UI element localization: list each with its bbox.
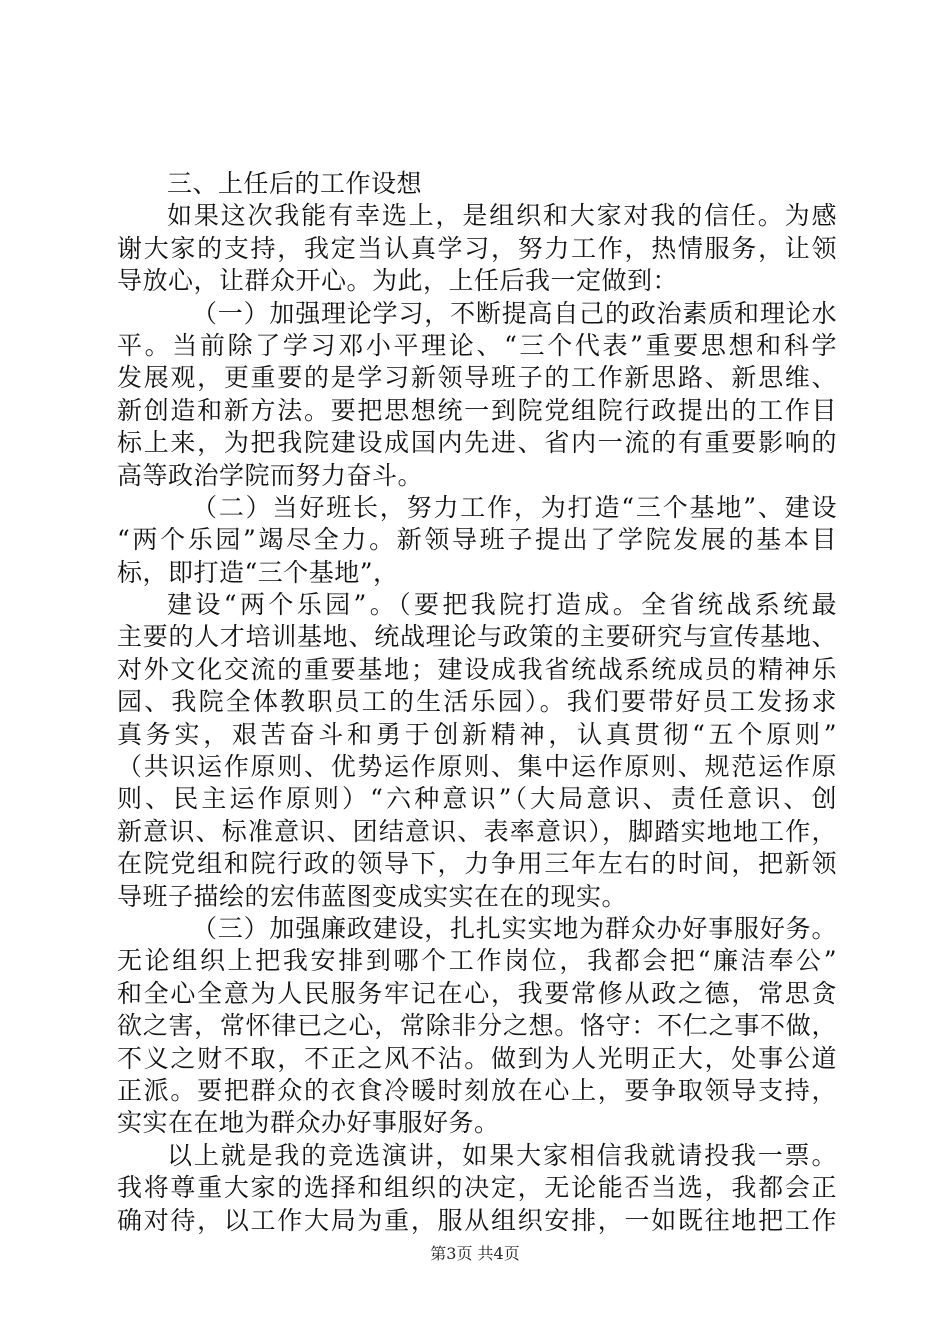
- paragraph-line: 如果这次我能有幸选上，是组织和大家对我的信任。为感: [167, 201, 837, 231]
- paragraph-line: 发展观，更重要的是学习新领导班子的工作新思路、新思维、: [117, 363, 837, 393]
- paragraph-line: 则、民主运作原则）“六种意识”（大局意识、责任意识、创: [117, 784, 837, 814]
- paragraph-line: 导班子描绘的宏伟蓝图变成实实在在的现实。: [117, 881, 628, 911]
- paragraph-line: 不义之财不取，不正之风不沾。做到为人光明正大，处事公道: [117, 1043, 837, 1073]
- paragraph-line: 园、我院全体教职员工的生活乐园）。我们要带好员工发扬求: [117, 687, 837, 717]
- paragraph-line: 新意识、标准意识、团结意识、表率意识），脚踏实地地工作，: [117, 816, 837, 846]
- paragraph-line: 平。当前除了学习邓小平理论、“三个代表”重要思想和科学: [117, 330, 837, 360]
- paragraph-line: 欲之害，常怀律已之心，常除非分之想。恪守：不仁之事不做，: [117, 1011, 837, 1041]
- paragraph-line: 导放心，让群众开心。为此，上任后我一定做到：: [117, 266, 679, 296]
- paragraph-line: 真务实，艰苦奋斗和勇于创新精神，认真贯彻“五个原则”: [117, 719, 837, 749]
- paragraph-line: 主要的人才培训基地、统战理论与政策的主要研究与宣传基地、: [117, 622, 837, 652]
- paragraph-line: 谢大家的支持，我定当认真学习，努力工作，热情服务，让领: [117, 233, 837, 263]
- paragraph-line: 新创造和新方法。要把思想统一到院党组院行政提出的工作目: [117, 395, 837, 425]
- paragraph-line: 标，即打造“三个基地”，: [117, 557, 399, 587]
- paragraph-line: 正派。要把群众的衣食冷暖时刻放在心上，要争取领导支持，: [117, 1075, 837, 1105]
- paragraph-line: “两个乐园”竭尽全力。新领导班子提出了学院发展的基本目: [117, 525, 837, 555]
- paragraph-line: 无论组织上把我安排到哪个工作岗位，我都会把“廉洁奉公”: [117, 946, 837, 976]
- paragraph-line: 以上就是我的竞选演讲，如果大家相信我就请投我一票。: [167, 1140, 837, 1170]
- document-body: [117, 168, 837, 1237]
- paragraph-line: 标上来，为把我院建设成国内先进、省内一流的有重要影响的: [117, 428, 837, 458]
- paragraph-line: （一）加强理论学习，不断提高自己的政治素质和理论水: [192, 298, 837, 328]
- page-number-footer: 第3页 共4页: [430, 1244, 520, 1263]
- paragraph-line: 高等政治学院而努力奋斗。: [117, 460, 424, 490]
- paragraph-line: 实实在在地为群众办好事服好务。: [117, 1108, 500, 1138]
- paragraph-line: 对外文化交流的重要基地；建设成我省统战系统成员的精神乐: [117, 654, 837, 684]
- paragraph-line: 在院党组和院行政的领导下，力争用三年左右的时间，把新领: [117, 849, 837, 879]
- paragraph-line: 我将尊重大家的选择和组织的决定，无论能否当选，我都会正: [117, 1173, 837, 1203]
- paragraph-line: （三）加强廉政建设，扎扎实实地为群众办好事服好务。: [192, 913, 837, 943]
- paragraph-line: 确对待，以工作大局为重，服从组织安排，一如既往地把工作: [117, 1205, 837, 1235]
- section-heading: 三、上任后的工作设想: [167, 169, 423, 198]
- paragraph-line: （二）当好班长，努力工作，为打造“三个基地”、建设: [192, 492, 837, 522]
- paragraph-line: 建设“两个乐园”。（要把我院打造成。全省统战系统最: [167, 590, 837, 620]
- paragraph-line: 和全心全意为人民服务牢记在心，我要常修从政之德，常思贪: [117, 978, 837, 1008]
- paragraph-line: （共识运作原则、优势运作原则、集中运作原则、规范运作原: [117, 752, 837, 782]
